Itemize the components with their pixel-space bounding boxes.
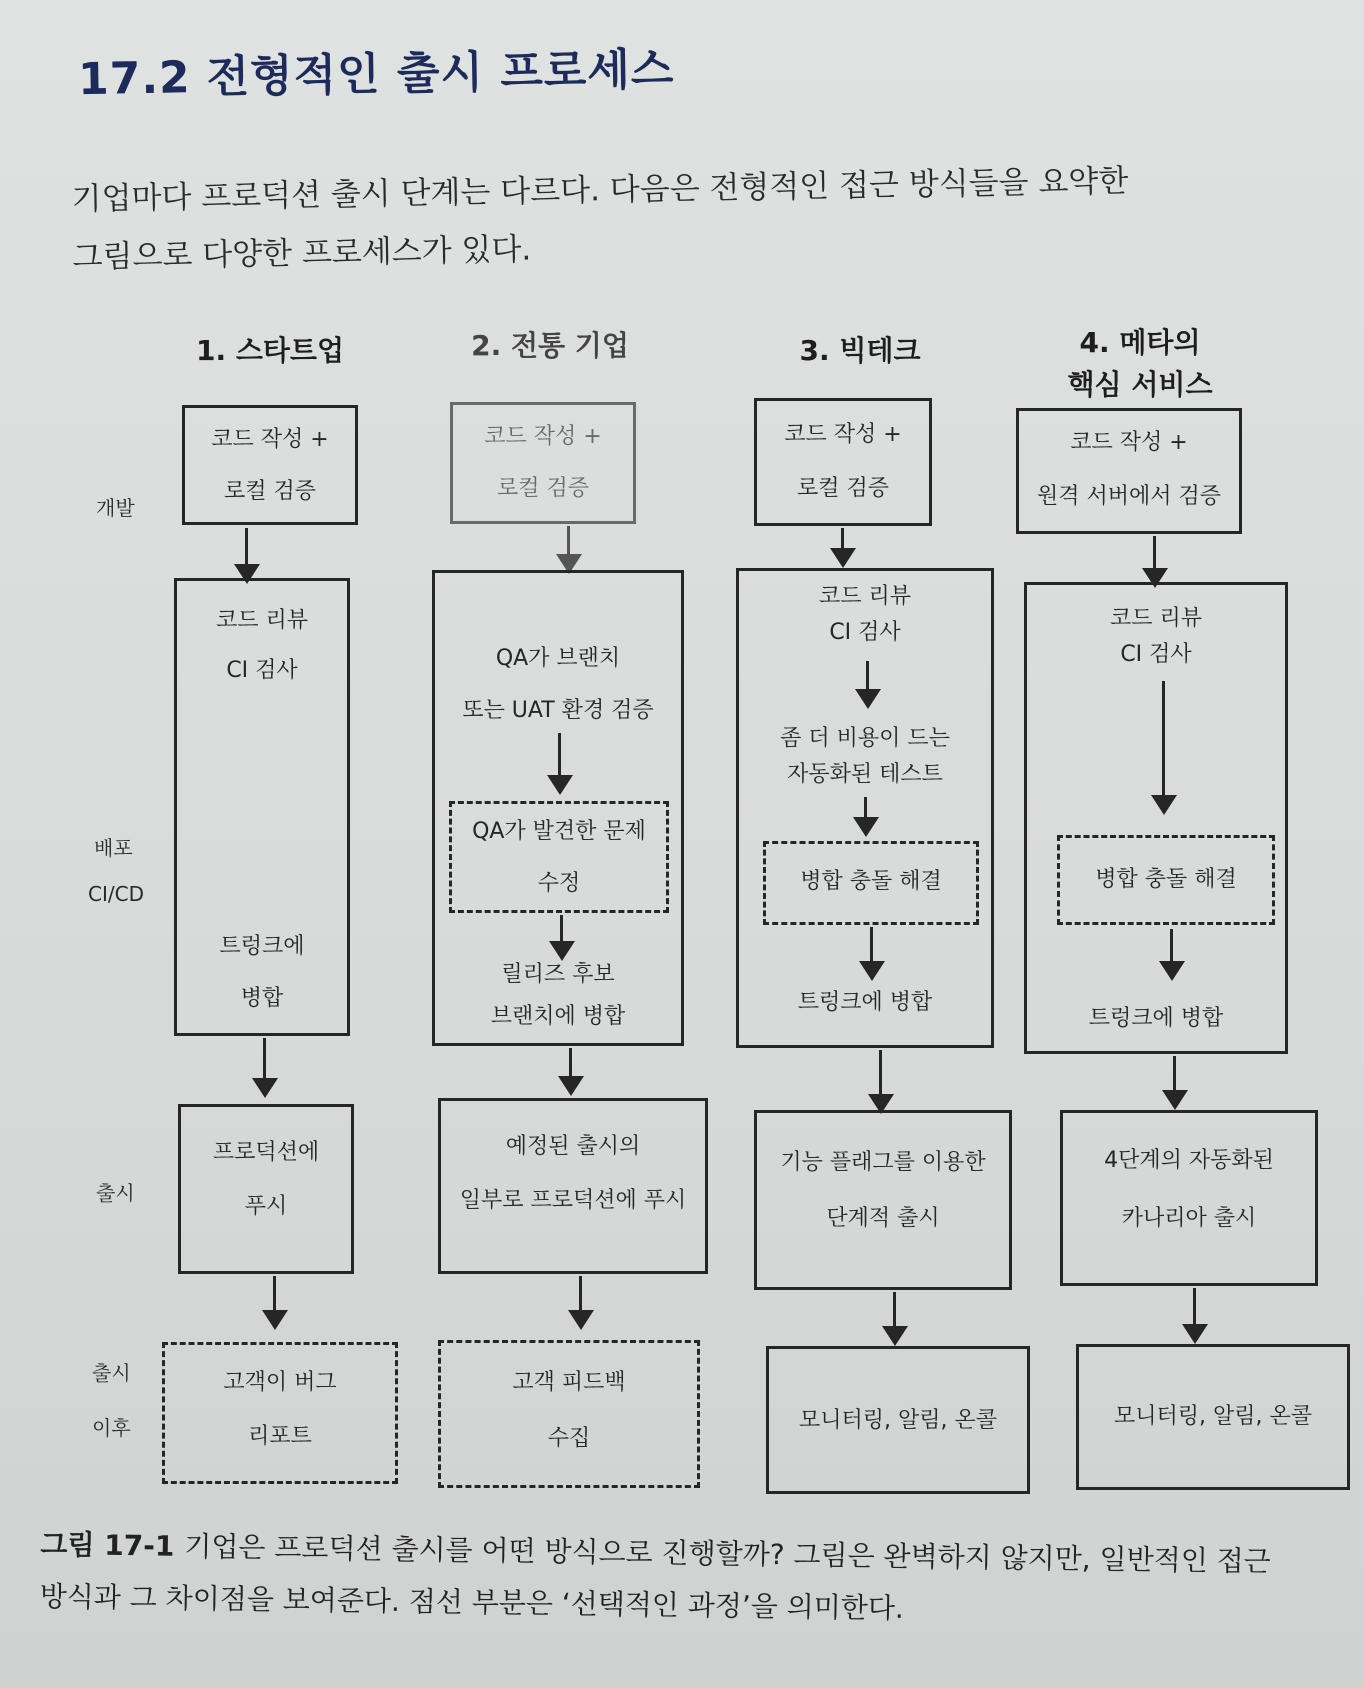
section-heading: [77, 33, 674, 107]
box-bigtech-release: 기능 플래그를 이용한 단계적 출시: [754, 1110, 1012, 1290]
box-startup-post-optional: 고객이 버그 리포트: [162, 1342, 398, 1484]
arrow-down-icon: [853, 661, 883, 709]
box-bigtech-merge-conflict-optional: 병합 충돌 해결: [763, 841, 979, 925]
box-traditional-qa-fix-optional: QA가 발견한 문제 수정: [449, 801, 669, 913]
arrow-down-icon: [1157, 929, 1187, 981]
row-label-post: 이후: [92, 1416, 131, 1440]
arrow-down-icon: [828, 528, 858, 568]
caption-line: 방식과 그 차이점을 보여준다. 점선 부분은 ‘선택적인 과정’을 의미한다.: [39, 1579, 905, 1625]
figure-caption: [39, 1519, 1350, 1641]
box-traditional-dev: 코드 작성 + 로컬 검증: [450, 402, 636, 524]
arrow-down-icon: [857, 927, 887, 981]
arrow-down-icon: [554, 526, 584, 574]
box-startup-release: 프로덕션에 푸시: [178, 1104, 354, 1274]
arrow-down-icon: [866, 1050, 896, 1114]
box-traditional-deploy: QA가 브랜치 또는 UAT 환경 검증 QA가 발견한 문제 수정 릴리즈 후보 브랜치에 병합: [432, 570, 684, 1046]
box-meta-dev: 코드 작성 + 원격 서버에서 검증: [1016, 408, 1242, 534]
intro-line: 그림으로 다양한 프로세스가 있다.: [72, 231, 532, 276]
arrow-down-icon: [260, 1276, 290, 1330]
arrow-down-icon: [1180, 1288, 1210, 1344]
box-meta-deploy: 코드 리뷰 CI 검사 병합 충돌 해결 트렁크에 병합: [1024, 582, 1288, 1054]
box-startup-dev: 코드 작성 + 로컬 검증: [182, 405, 358, 525]
box-bigtech-dev: 코드 작성 + 로컬 검증: [754, 398, 932, 526]
row-label-release: 출시: [96, 1181, 135, 1205]
arrow-down-icon: [880, 1292, 910, 1346]
arrow-down-icon: [1160, 1056, 1190, 1110]
box-meta-release: 4단계의 자동화된 카나리아 출시: [1060, 1110, 1318, 1286]
arrow-down-icon: [1149, 681, 1179, 815]
box-traditional-release: 예정된 출시의 일부로 프로덕션에 푸시: [438, 1098, 708, 1274]
section-title: 전형적인 출시 프로세스: [206, 43, 675, 103]
column-title-startup: 1. 스타트업: [195, 334, 345, 367]
column-title-bigtech: 3. 빅테크: [799, 334, 921, 367]
arrow-down-icon: [556, 1048, 586, 1096]
arrow-down-icon: [1140, 536, 1170, 588]
box-startup-deploy: 코드 리뷰 CI 검사 트렁크에 병합: [174, 578, 350, 1036]
column-title-traditional: 2. 전통 기업: [471, 329, 629, 362]
arrow-down-icon: [566, 1276, 596, 1330]
intro-line: 기업마다 프로덕션 출시 단계는 다르다. 다음은 전형적인 접근 방식들을 요약한: [71, 163, 1129, 218]
row-label-dev: 개발: [96, 496, 135, 520]
box-meta-post: 모니터링, 알림, 온콜: [1076, 1344, 1350, 1490]
figure-tag: 그림 17-1: [40, 1527, 175, 1563]
row-label-cicd: CI/CD: [88, 882, 144, 906]
caption-line: 기업은 프로덕션 출시를 어떤 방식으로 진행할까? 그림은 완벽하지 않지만, 일반적인 접근: [184, 1529, 1271, 1579]
box-traditional-post-optional: 고객 피드백 수집: [438, 1340, 700, 1488]
intro-paragraph: [71, 150, 1273, 287]
box-bigtech-post: 모니터링, 알림, 온콜: [766, 1346, 1030, 1494]
arrow-down-icon: [851, 797, 881, 837]
arrow-down-icon: [545, 733, 575, 795]
box-bigtech-deploy: 코드 리뷰 CI 검사 좀 더 비용이 드는 자동화된 테스트 병합 충돌 해결 트렁크에 병합: [736, 568, 994, 1048]
column-title-meta: 4. 메타의 핵심 서비스: [1067, 326, 1213, 401]
box-meta-merge-conflict-optional: 병합 충돌 해결: [1057, 835, 1275, 925]
row-label-deploy: 배포: [94, 836, 133, 860]
section-number: 17.2: [77, 52, 192, 106]
row-label-post: 출시: [92, 1361, 131, 1385]
arrow-down-icon: [232, 528, 262, 584]
arrow-down-icon: [250, 1038, 280, 1098]
